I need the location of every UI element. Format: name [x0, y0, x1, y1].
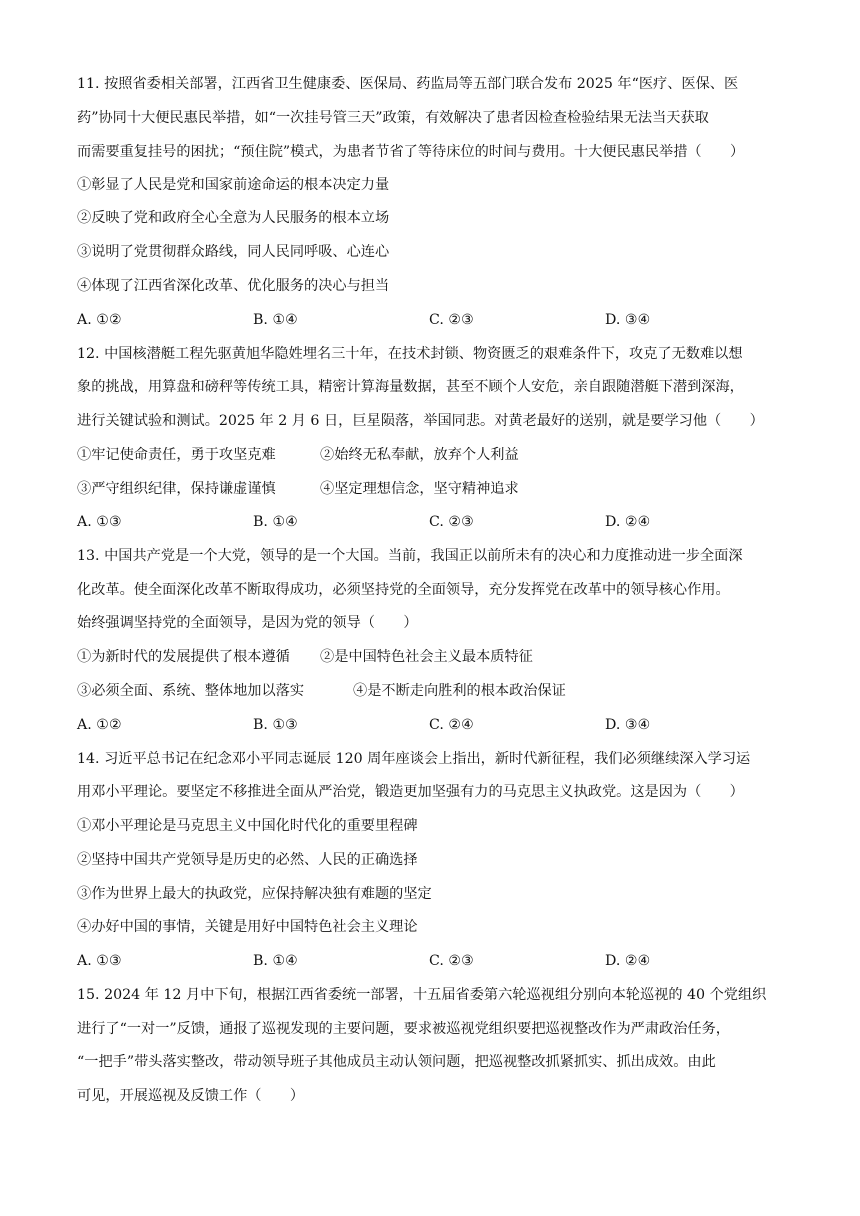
q12-option-3: ③严守组织纪律，保持谦虚谨慎 — [77, 481, 276, 497]
q15-stem-line-2: 进行了“一对一”反馈，通报了巡视发现的主要问题，要求被巡视党组织要把巡视整改作为严肃政治任务， — [77, 1021, 730, 1037]
q13-stem-line-3: 始终强调坚持党的全面领导，是因为党的领导（ ） — [77, 615, 418, 631]
q15-stem-line-3: “一把手”带头落实整改，带动领导班子其他成员主动认领问题，把巡视整改抓紧抓实、抓出成效。由此 — [77, 1054, 716, 1070]
q14-choices — [77, 951, 787, 971]
q14-choice-d[interactable]: D. ②④ — [605, 953, 651, 969]
q12-stem-line-3: 进行关键试验和测试。2025 年 2 月 6 日，巨星陨落，举国同悲。对黄老最好的送别，就是要学习他（ ） — [77, 413, 764, 429]
q12-choice-d[interactable]: D. ②④ — [605, 514, 651, 530]
q15-stem-line-4: 可见，开展巡视及反馈工作（ ） — [77, 1088, 305, 1104]
q11-stem-line-2: 药”协同十大便民惠民举措，如“一次挂号管三天”政策，有效解决了患者因检查检验结果无法当天获取 — [77, 110, 709, 126]
q11-option-3: ③说明了党贯彻群众路线，同人民同呼吸、心连心 — [77, 244, 390, 260]
q15-stem-line-1: 15. 2024 年 12 月中下旬，根据江西省委统一部署，十五届省委第六轮巡视组分别向本轮巡视的 40 个党组织 — [77, 987, 767, 1003]
q12-choice-a[interactable]: A. ①③ — [77, 514, 122, 530]
q14-stem-line-1: 14. 习近平总书记在纪念邓小平同志诞辰 120 周年座谈会上指出，新时代新征程，我们必须继续深入学习运 — [77, 751, 751, 767]
q14-stem-line-2: 用邓小平理论。要坚定不移推进全面从严治党，锻造更加坚强有力的马克思主义执政党。这是因为（ ） — [77, 784, 744, 800]
q12-options-row-1 — [77, 445, 787, 465]
q12-option-4: ④坚定理想信念，坚守精神追求 — [320, 481, 519, 497]
q11-option-1: ①彰显了人民是党和国家前途命运的根本决定力量 — [77, 177, 390, 193]
q13-options-row-2 — [77, 681, 787, 701]
q12-option-1: ①牢记使命责任，勇于攻坚克难 — [77, 447, 276, 463]
q12-choice-c[interactable]: C. ②③ — [429, 514, 474, 530]
q14-option-4: ④办好中国的事情，关键是用好中国特色社会主义理论 — [77, 919, 418, 935]
q11-option-2: ②反映了党和政府全心全意为人民服务的根本立场 — [77, 210, 390, 226]
q11-option-4: ④体现了江西省深化改革、优化服务的决心与担当 — [77, 278, 390, 294]
q11-choice-d[interactable]: D. ③④ — [605, 312, 651, 328]
q13-option-1: ①为新时代的发展提供了根本遵循 — [77, 649, 290, 665]
q13-choice-b[interactable]: B. ①③ — [253, 717, 298, 733]
q12-choices — [77, 512, 787, 532]
q13-option-4: ④是不断走向胜利的根本政治保证 — [353, 683, 566, 699]
q13-stem-line-1: 13. 中国共产党是一个大党，领导的是一个大国。当前，我国正以前所未有的决心和力度推动进一步全面深 — [77, 548, 743, 564]
q14-option-3: ③作为世界上最大的执政党，应保持解决独有难题的坚定 — [77, 886, 432, 902]
q11-choice-a[interactable]: A. ①② — [77, 312, 122, 328]
q14-option-2: ②坚持中国共产党领导是历史的必然、人民的正确选择 — [77, 852, 418, 868]
q13-option-3: ③必须全面、系统、整体地加以落实 — [77, 683, 305, 699]
q12-options-row-2 — [77, 479, 787, 499]
q11-choice-c[interactable]: C. ②③ — [429, 312, 474, 328]
q14-choice-a[interactable]: A. ①③ — [77, 953, 122, 969]
q12-option-2: ②始终无私奉献，放弃个人利益 — [320, 447, 519, 463]
q12-stem-line-1: 12. 中国核潜艇工程先驱黄旭华隐姓埋名三十年，在技术封锁、物资匮乏的艰难条件下，攻克了无数难以想 — [77, 346, 743, 362]
q11-stem-line-3: 而需要重复挂号的困扰；“预住院”模式，为患者节省了等待床位的时间与费用。十大便民惠民举措（ ） — [77, 144, 745, 160]
q13-stem-line-2: 化改革。使全面深化改革不断取得成功，必须坚持党的全面领导，充分发挥党在改革中的领导核心作用。 — [77, 582, 730, 598]
q11-choices — [77, 310, 787, 330]
q12-stem-line-2: 象的挑战，用算盘和磅秤等传统工具，精密计算海量数据，甚至不顾个人安危，亲自跟随潜艇下潜到深海， — [77, 379, 744, 395]
q14-choice-c[interactable]: C. ②③ — [429, 953, 474, 969]
q13-options-row-1 — [77, 647, 787, 667]
q13-option-2: ②是中国特色社会主义最本质特征 — [320, 649, 533, 665]
q12-choice-b[interactable]: B. ①④ — [253, 514, 298, 530]
q13-choice-d[interactable]: D. ③④ — [605, 717, 651, 733]
q11-choice-b[interactable]: B. ①④ — [253, 312, 298, 328]
q14-option-1: ①邓小平理论是马克思主义中国化时代化的重要里程碑 — [77, 818, 418, 834]
q13-choice-a[interactable]: A. ①② — [77, 717, 122, 733]
q13-choice-c[interactable]: C. ②④ — [429, 717, 474, 733]
q11-stem-line-1: 11. 按照省委相关部署，江西省卫生健康委、医保局、药监局等五部门联合发布 2025 年“医疗、医保、医 — [77, 76, 739, 92]
q13-choices — [77, 715, 787, 735]
q14-choice-b[interactable]: B. ①④ — [253, 953, 298, 969]
